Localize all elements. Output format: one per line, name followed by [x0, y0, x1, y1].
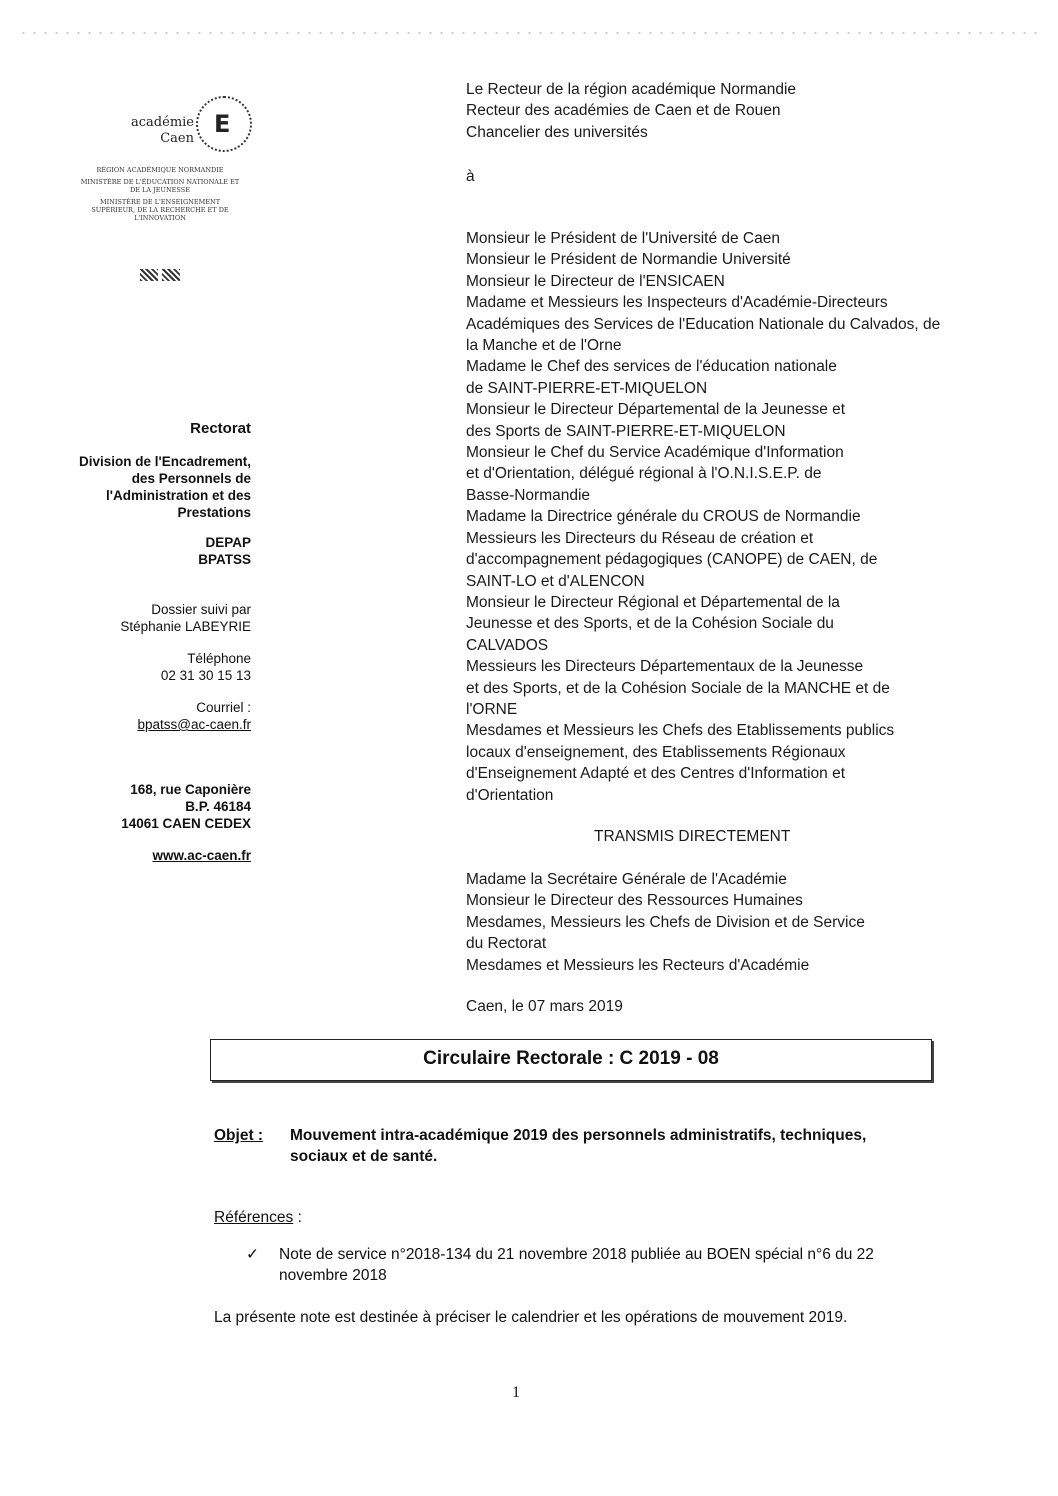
recipient-line: de SAINT-PIERRE-ET-MIQUELON [466, 379, 708, 397]
sender-line: Recteur des académies de Caen et de Rouen [466, 102, 781, 120]
recipient-line: Monsieur le Chef du Service Académique d'Information [466, 444, 844, 462]
recipient-line: Académiques des Services de l'Education Nationale du Calvados, de [466, 315, 941, 333]
sender-line: Le Recteur de la région académique Normandie [466, 81, 797, 98]
recipient-line: Messieurs les Directeurs Départementaux de la Jeunesse [466, 658, 864, 676]
dossier-label: Dossier suivi par [151, 602, 251, 617]
recipient-line: Monsieur le Président de l'Université de Caen [466, 230, 780, 247]
recipient-line: d'Enseignement Adapté et des Centres d'Information et [466, 765, 846, 783]
service-code: BPATSS [198, 552, 251, 567]
intro-paragraph: La présente note est destinée à préciser le calendrier et les opérations de mouvement 2019. [214, 1309, 848, 1326]
recipient-line: d'accompagnement pédagogiques (CANOPE) de CAEN, de [466, 551, 878, 569]
address-line: 168, rue Caponière [130, 782, 251, 797]
recipient-line: Jeunesse et des Sports, et de la Cohésion Sociale du [466, 615, 834, 633]
cc-list [466, 869, 1026, 976]
recipient-line: Messieurs les Directeurs du Réseau de création et [466, 529, 814, 547]
ministry-education: MINISTÈRE DE L'ÉDUCATION NATIONALE ET DE LA JEUNESSE [80, 178, 240, 194]
recipient-line: des Sports de SAINT-PIERRE-ET-MIQUELON [466, 422, 786, 440]
division-line: Division de l'Encadrement, [78, 454, 251, 469]
references-colon: : [293, 1209, 302, 1226]
recipients-list [466, 228, 1026, 806]
circulaire-title: Circulaire Rectorale : C 2019 - 08 [423, 1048, 719, 1069]
division-line: Prestations [177, 505, 251, 520]
letter-date: Caen, le 07 mars 2019 [466, 998, 623, 1015]
logo-e-icon: E [214, 110, 231, 138]
recipient-line: l'ORNE [466, 700, 518, 718]
website-link[interactable]: www.ac-caen.fr [152, 848, 251, 863]
references-label: Références [214, 1209, 294, 1226]
objet-text [290, 1125, 990, 1167]
recipient-line: Madame et Messieurs les Inspecteurs d'Académie-Directeurs [466, 294, 888, 312]
recipient-line: Monsieur le Directeur Régional et Départemental de la [466, 593, 840, 611]
transmis-directement: TRANSMIS DIRECTEMENT [594, 828, 791, 845]
phone-number: 02 31 30 15 13 [160, 668, 251, 683]
recipient-line: Madame le Chef des services de l'éducation nationale [466, 358, 837, 376]
email-block [31, 699, 251, 733]
republique-marianne-icon [140, 268, 184, 282]
phone-block [31, 650, 251, 684]
phone-label: Téléphone [187, 651, 251, 666]
dossier-block [31, 601, 251, 635]
recipient-line: Madame la Directrice générale du CROUS de Normandie [466, 508, 861, 526]
cc-line: Monsieur le Directeur des Ressources Humaines [466, 892, 803, 910]
ministry-block [80, 166, 240, 226]
region-label: RÉGION ACADÉMIQUE NORMANDIE [96, 166, 224, 174]
rectorat-heading: Rectorat [190, 420, 251, 437]
recipient-line: locaux d'enseignement, des Etablissements Régionaux [466, 743, 846, 761]
service-codes [31, 534, 251, 568]
references-heading [214, 1207, 302, 1228]
ministry-higher-education: MINISTÈRE DE L'ENSEIGNEMENT SUPÉRIEUR, DE LA RECHERCHE ET DE L'INNOVATION [91, 198, 229, 222]
division-line: l'Administration et des [106, 488, 251, 503]
service-code: DEPAP [205, 535, 251, 550]
recipient-line: CALVADOS [466, 636, 549, 654]
cc-line: Mesdames et Messieurs les Recteurs d'Académie [466, 956, 810, 974]
academie-caen-logo [128, 90, 248, 160]
checkmark-icon: ✓ [246, 1246, 259, 1263]
objet-line: Mouvement intra-académique 2019 des personnels administratifs, techniques, [290, 1127, 867, 1144]
logo-wordmark-line1: académie [131, 115, 194, 130]
recipient-line: et d'Orientation, délégué régional à l'O.N.I.S.E.P. de [466, 465, 822, 483]
reference-line: novembre 2018 [279, 1267, 387, 1284]
recipient-line: d'Orientation [466, 786, 554, 804]
cc-line: du Rectorat [466, 935, 547, 953]
address-line: 14061 CAEN CEDEX [121, 816, 251, 831]
reference-item [279, 1244, 999, 1286]
scan-noise-strip [18, 30, 1038, 36]
recipient-line: Monsieur le Directeur de l'ENSICAEN [466, 272, 725, 290]
reference-line: Note de service n°2018-134 du 21 novembre 2018 publiée au BOEN spécial n°6 du 22 [279, 1246, 874, 1263]
to-label: à [466, 168, 475, 185]
email-label: Courriel : [196, 700, 251, 715]
recipient-line: Monsieur le Président de Normandie Université [466, 251, 791, 269]
recipient-line: Basse-Normandie [466, 486, 591, 504]
logo-wordmark-line2: Caen [160, 131, 194, 146]
cc-line: Mesdames, Messieurs les Chefs de Division et de Service [466, 913, 865, 931]
recipient-line: Monsieur le Directeur Départemental de la Jeunesse et [466, 401, 846, 419]
address-line: B.P. 46184 [185, 799, 251, 814]
cc-line: Madame la Secrétaire Générale de l'Académie [466, 871, 787, 888]
recipient-line: et des Sports, et de la Cohésion Sociale de la MANCHE et de [466, 679, 890, 697]
objet-line: sociaux et de santé. [290, 1148, 438, 1165]
division-block [31, 453, 251, 521]
circulaire-title-box [210, 1039, 932, 1081]
division-line: des Personnels de [131, 471, 251, 486]
recipient-line: la Manche et de l'Orne [466, 337, 622, 355]
recipient-line: Mesdames et Messieurs les Chefs des Etablissements publics [466, 722, 895, 740]
email-link[interactable]: bpatss@ac-caen.fr [137, 717, 251, 732]
sender-block [466, 79, 1026, 143]
objet-label: Objet : [214, 1127, 264, 1144]
page-number: 1 [512, 1384, 520, 1401]
sender-line: Chancelier des universités [466, 123, 648, 141]
postal-address [31, 781, 251, 832]
recipient-line: SAINT-LO et d'ALENCON [466, 572, 645, 590]
dossier-name: Stéphanie LABEYRIE [120, 619, 251, 634]
